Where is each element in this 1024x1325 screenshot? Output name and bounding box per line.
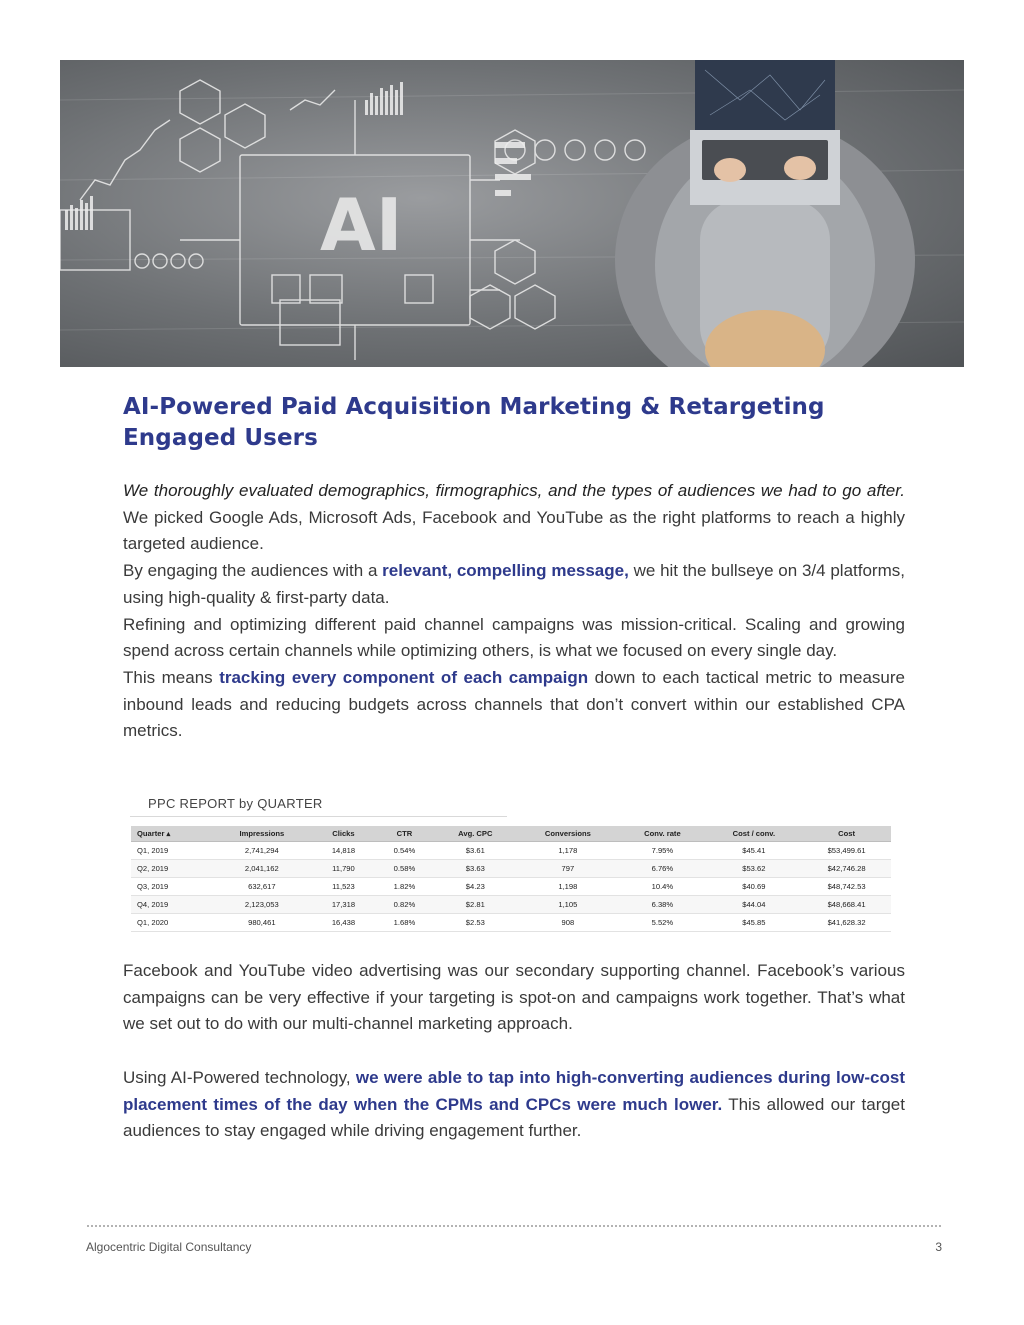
highlight-text: we were able to tap into high-converting audiences during low-cost placement times of the day when the CPMs and CPCs were much lower. (123, 1067, 905, 1114)
table-cell: $44.04 (706, 895, 803, 913)
table-cell: 908 (516, 913, 619, 931)
table-cell: $48,742.53 (802, 877, 891, 895)
table-cell: Q4, 2019 (131, 895, 211, 913)
table-cell: $42,746.28 (802, 859, 891, 877)
table-row (131, 859, 891, 877)
paragraph-text: By engaging the audiences with a (123, 561, 383, 581)
hero-ai-text: AI (320, 183, 403, 267)
table-cell: 1.82% (375, 877, 435, 895)
table-cell: 6.38% (619, 895, 705, 913)
table-cell: Q2, 2019 (131, 859, 211, 877)
table-cell: 17,318 (312, 895, 375, 913)
column-header-cost-per-conv[interactable]: Cost / conv. (706, 826, 803, 841)
paragraph-tracking (123, 665, 905, 745)
column-header-conv-rate[interactable]: Conv. rate (619, 826, 705, 841)
table-cell: $3.61 (434, 841, 516, 859)
table-cell: 2,041,162 (211, 859, 312, 877)
column-header-conversions[interactable]: Conversions (516, 826, 619, 841)
table-cell: 2,123,053 (211, 895, 312, 913)
table-row (131, 895, 891, 913)
table-cell: 1,178 (516, 841, 619, 859)
paragraph-italic-intro: We thoroughly evaluated demographics, firmographics, and the types of audiences we had to go after. (123, 481, 905, 500)
table-cell: $3.63 (434, 859, 516, 877)
column-header-clicks[interactable]: Clicks (312, 826, 375, 841)
table-cell: $53.62 (706, 859, 803, 877)
table-cell: 632,617 (211, 877, 312, 895)
report-divider (130, 816, 507, 817)
hero-illustration (60, 60, 964, 367)
paragraph-text: This allowed our target audiences to stay engaged while driving engagement further. (123, 1094, 905, 1141)
column-header-quarter[interactable]: Quarter ▴ (131, 826, 211, 841)
table-cell: 5.52% (619, 913, 705, 931)
table-cell: 1.68% (375, 913, 435, 931)
table-cell: $40.69 (706, 877, 803, 895)
table-cell: 11,790 (312, 859, 375, 877)
table-cell: 1,198 (516, 877, 619, 895)
table-cell: 16,438 (312, 913, 375, 931)
table-row (131, 877, 891, 895)
table-header-row (131, 826, 891, 841)
paragraph-text: down to each tactical metric to measure inbound leads and reducing budgets across channels that don’t convert within our established CPA metrics. (123, 667, 905, 741)
table-cell: 7.95% (619, 841, 705, 859)
table-cell: 0.58% (375, 859, 435, 877)
column-header-ctr[interactable]: CTR (375, 826, 435, 841)
table-cell: 10.4% (619, 877, 705, 895)
footer-company-name: Algocentric Digital Consultancy (86, 1240, 252, 1254)
hero-image (60, 60, 964, 367)
footer-divider (86, 1225, 942, 1227)
paragraph-message (123, 558, 905, 611)
table-cell: $45.41 (706, 841, 803, 859)
table-cell: 2,741,294 (211, 841, 312, 859)
column-header-avg-cpc[interactable]: Avg. CPC (434, 826, 516, 841)
table-cell: $53,499.61 (802, 841, 891, 859)
paragraph-text: we hit the bullseye on 3/4 platforms, using high-quality & first-party data. (123, 561, 905, 607)
body-text-bottom (123, 958, 905, 1145)
paragraph-ai-technology (123, 1065, 905, 1145)
table-cell: $2.53 (434, 913, 516, 931)
column-header-cost[interactable]: Cost (802, 826, 891, 841)
paragraph-text: This means (123, 667, 220, 687)
table-cell: Q3, 2019 (131, 877, 211, 895)
table-cell: 0.54% (375, 841, 435, 859)
highlight-text: tracking every component of each campaign (219, 667, 589, 687)
paragraph-text: Using AI-Powered technology, (123, 1067, 356, 1087)
paragraph-text: We picked Google Ads, Microsoft Ads, Facebook and YouTube as the right platforms to reach a highly targeted audience. (123, 507, 905, 554)
table-row (131, 913, 891, 931)
table-cell: $45.85 (706, 913, 803, 931)
table-cell: 11,523 (312, 877, 375, 895)
body-text-top (123, 478, 905, 745)
table-cell: 14,818 (312, 841, 375, 859)
table-cell: 0.82% (375, 895, 435, 913)
table-cell: Q1, 2020 (131, 913, 211, 931)
page-number: 3 (935, 1240, 942, 1254)
page-title: AI-Powered Paid Acquisition Marketing & Retargeting Engaged Users (123, 394, 825, 451)
table-cell: $48,668.41 (802, 895, 891, 913)
table-cell: Q1, 2019 (131, 841, 211, 859)
table-cell: $41,628.32 (802, 913, 891, 931)
highlight-text: relevant, compelling message, (382, 561, 629, 581)
table-cell: 980,461 (211, 913, 312, 931)
column-header-impressions[interactable]: Impressions (211, 826, 312, 841)
table-cell: $2.81 (434, 895, 516, 913)
table-cell: 6.76% (619, 859, 705, 877)
table-row (131, 841, 891, 859)
report-title: PPC REPORT by QUARTER (148, 796, 323, 811)
table-cell: $4.23 (434, 877, 516, 895)
table-cell: 1,105 (516, 895, 619, 913)
paragraph-optimizing: Refining and optimizing different paid channel campaigns was mission-critical. Scaling and growing spend across certain channels while optimizing others, is what we focused on every single day. (123, 614, 905, 661)
ppc-report-table (131, 826, 891, 932)
table-cell: 797 (516, 859, 619, 877)
paragraph-platforms (123, 478, 905, 558)
paragraph-video-advertising: Facebook and YouTube video advertising was our secondary supporting channel. Facebook’s various campaigns can be very effective if your targeting is spot-on and campaigns work together. That’s what we set out to do with our multi-channel marketing approach. (123, 961, 905, 1034)
